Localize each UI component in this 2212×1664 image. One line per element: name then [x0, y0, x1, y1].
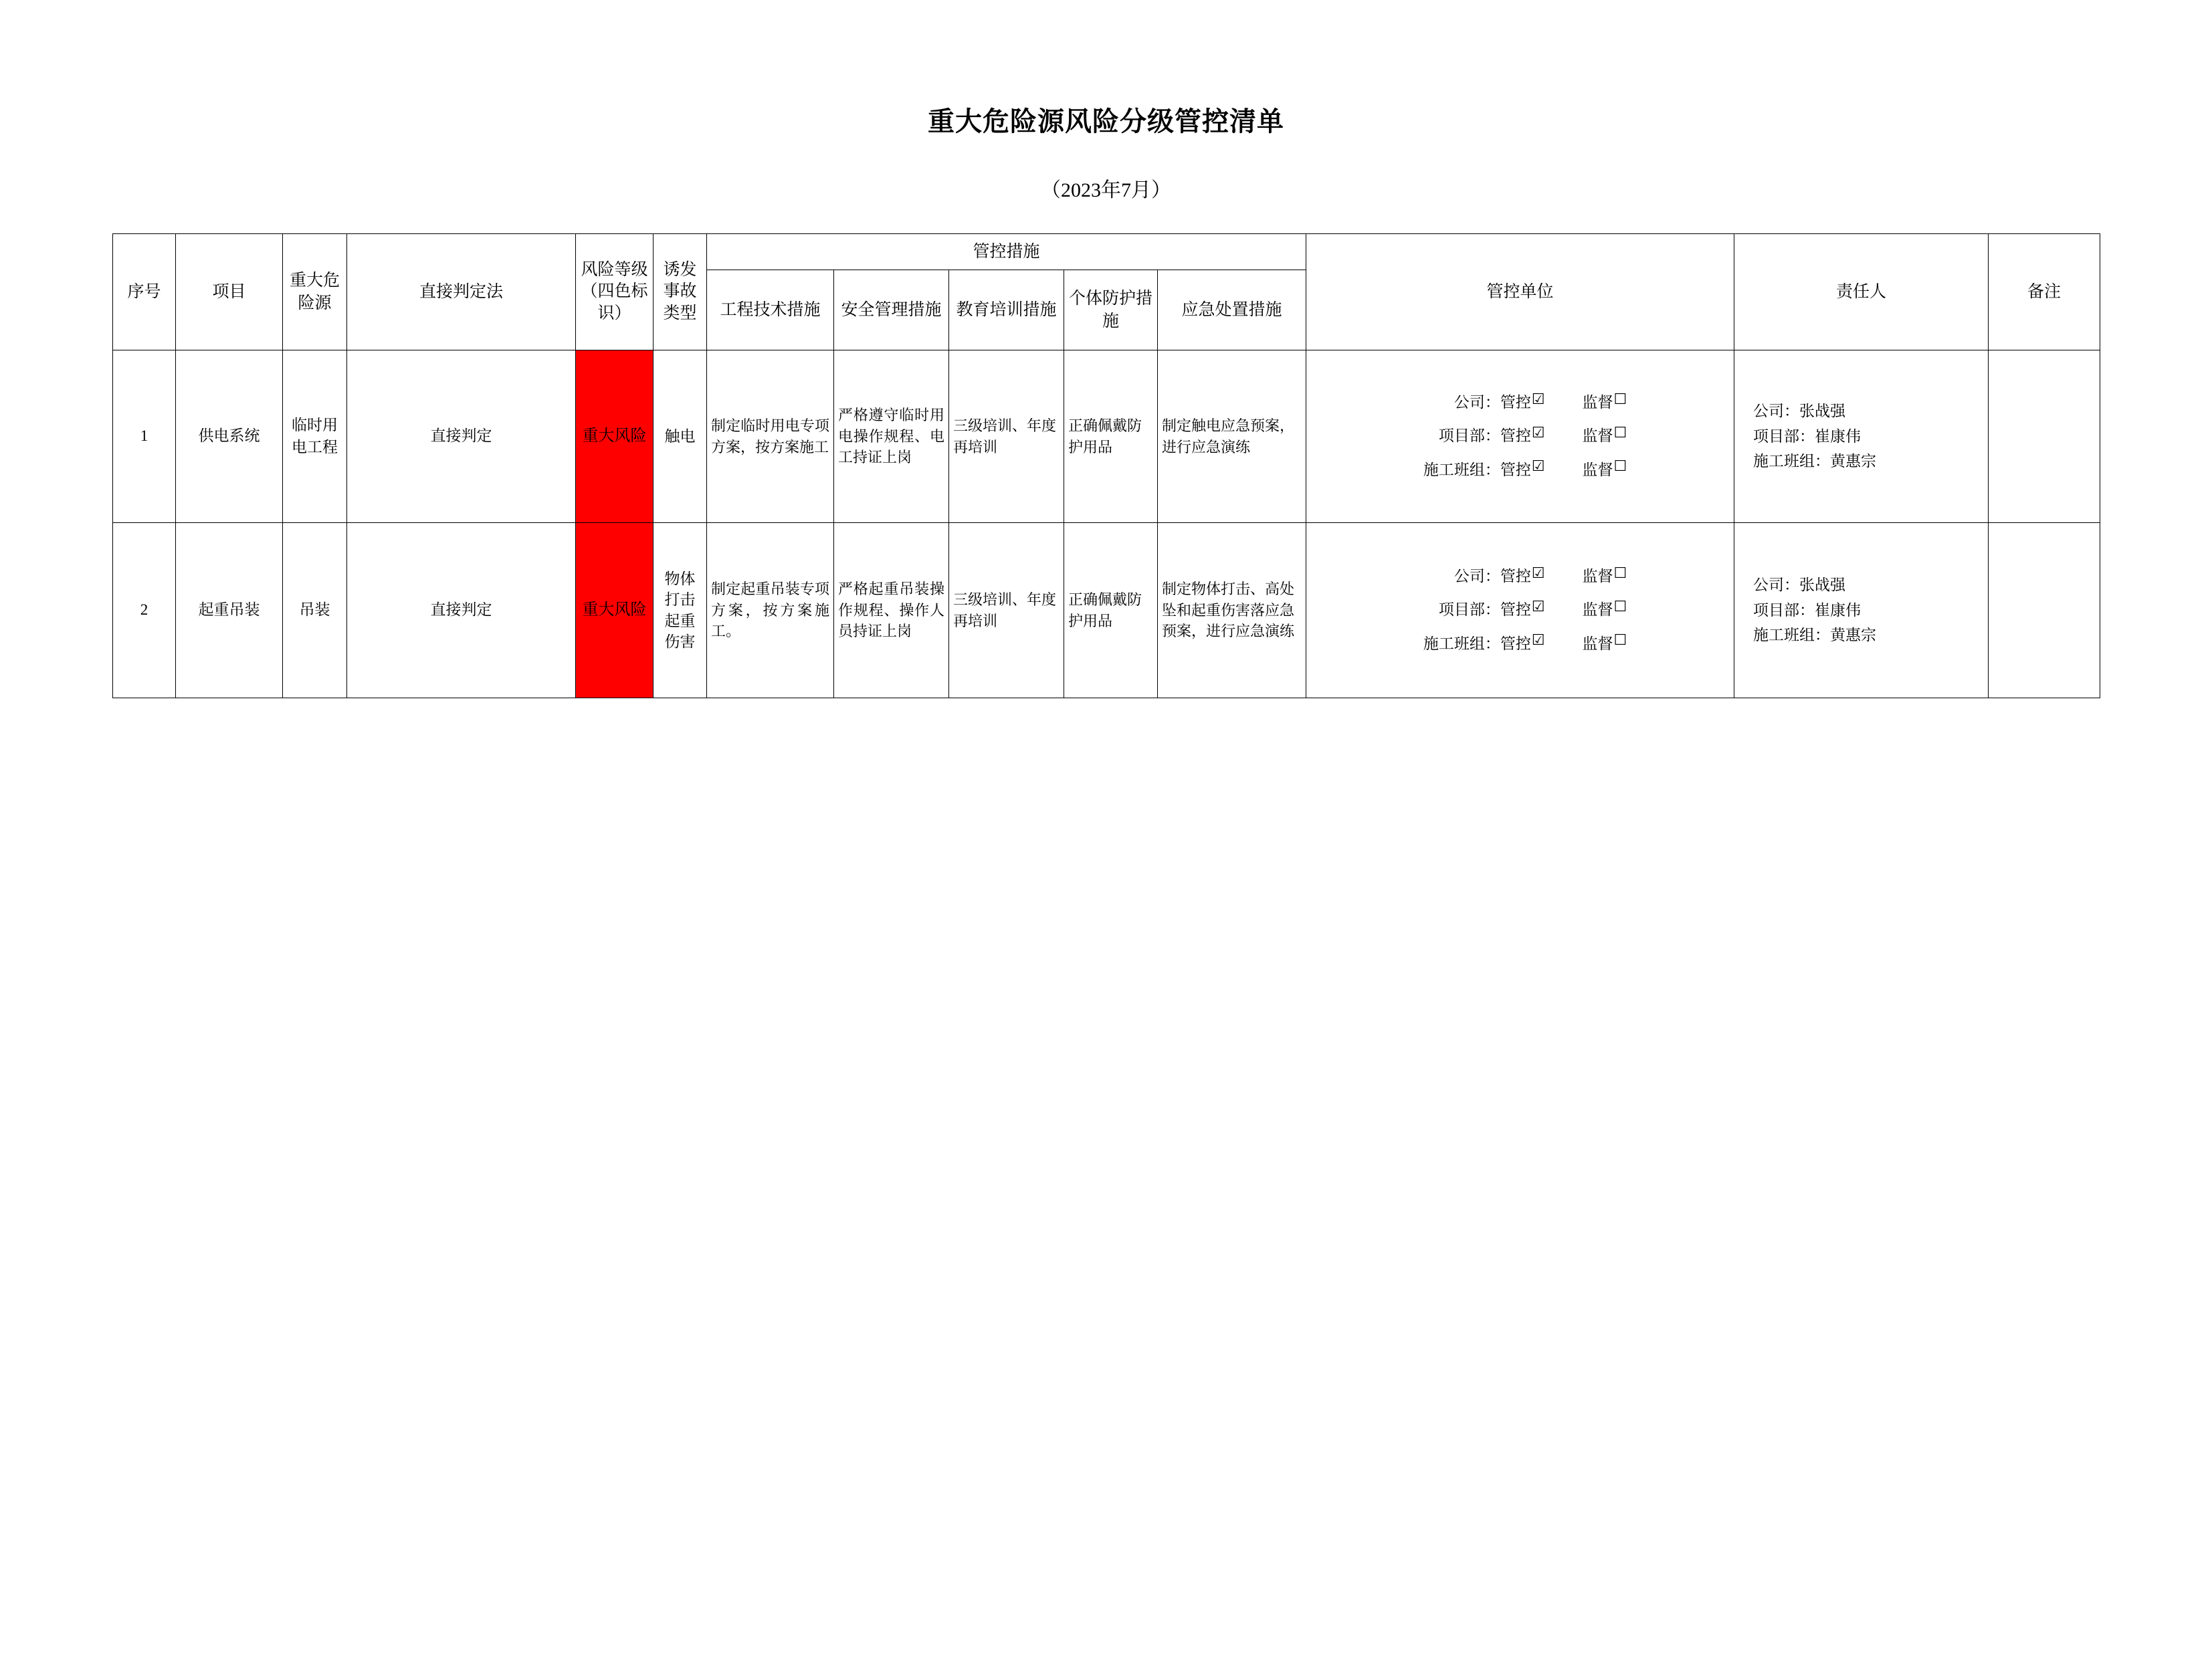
- header-measures-group: 管控措施: [707, 234, 1306, 270]
- header-unit: 管控单位: [1306, 234, 1734, 350]
- cell-engineering: 制定临时用电专项方案，按方案施工: [707, 350, 834, 523]
- cell-direct-method: 直接判定: [347, 523, 576, 698]
- unit-row-team: [1310, 459, 1730, 481]
- unit-team-control-checkbox[interactable]: ☑: [1531, 632, 1545, 649]
- risk-table-container: [112, 233, 2100, 698]
- page-title: 重大危险源风险分级管控清单: [928, 107, 1284, 136]
- unit-team-control-label: 管控: [1500, 635, 1531, 652]
- cell-seq: 2: [113, 523, 176, 698]
- header-ppe: 个体防护措施: [1064, 270, 1158, 350]
- unit-team-supervise-label: 监督: [1582, 461, 1613, 478]
- cell-responsible: [1734, 350, 1989, 523]
- responsible-company: 公司：张战强: [1753, 576, 1846, 593]
- cell-risk-level: 重大风险: [576, 523, 653, 698]
- cell-safety-mgmt: 严格起重吊装操作规程、操作人员持证上岗: [834, 523, 949, 698]
- cell-unit: [1306, 523, 1734, 698]
- unit-row-company: [1310, 392, 1730, 413]
- responsible-company: 公司：张战强: [1753, 402, 1846, 419]
- cell-unit: [1306, 350, 1734, 523]
- responsible-project-dept: 项目部：崔康伟: [1753, 427, 1862, 445]
- unit-team-control-label: 管控: [1500, 461, 1531, 478]
- cell-hazard: 吊装: [283, 523, 347, 698]
- risk-control-table: [112, 233, 2100, 698]
- cell-remark: [1989, 523, 2100, 698]
- cell-engineering: 制定起重吊装专项方案，按方案施工。: [707, 523, 834, 698]
- header-hazard: 重大危险源: [283, 234, 347, 350]
- unit-project-control-checkbox[interactable]: ☑: [1531, 425, 1545, 442]
- unit-row-company: [1310, 566, 1730, 587]
- unit-project-control-label: 管控: [1500, 601, 1531, 619]
- unit-project-control-checkbox[interactable]: ☑: [1531, 599, 1545, 616]
- unit-company-control-label: 管控: [1500, 568, 1531, 585]
- cell-seq: 1: [113, 350, 176, 523]
- header-safety-mgmt: 安全管理措施: [834, 270, 949, 350]
- cell-accident-type: 物体打击起重伤害: [653, 523, 707, 698]
- header-direct-method: 直接判定法: [347, 234, 576, 350]
- unit-team-supervise-label: 监督: [1582, 635, 1613, 652]
- responsible-team: 施工班组：黄惠宗: [1753, 453, 1877, 470]
- cell-project: 起重吊装: [176, 523, 283, 698]
- responsible-project-dept: 项目部：崔康伟: [1753, 601, 1862, 619]
- cell-hazard: 临时用电工程: [283, 350, 347, 523]
- cell-risk-level: 重大风险: [576, 350, 653, 523]
- cell-accident-type: 触电: [653, 350, 707, 523]
- cell-safety-mgmt: 严格遵守临时用电操作规程、电工持证上岗: [834, 350, 949, 523]
- unit-project-supervise-checkbox[interactable]: ☐: [1613, 425, 1627, 442]
- cell-project: 供电系统: [176, 350, 283, 523]
- document-page: [0, 100, 2212, 1664]
- header-risk-level: 风险等级（四色标识）: [576, 234, 653, 350]
- table-row: [113, 523, 2100, 698]
- unit-company-control-label: 管控: [1500, 394, 1531, 411]
- unit-project-supervise-label: 监督: [1582, 601, 1613, 619]
- unit-team-control-checkbox[interactable]: ☑: [1531, 458, 1545, 476]
- unit-company-control-checkbox[interactable]: ☑: [1531, 391, 1545, 408]
- unit-project-supervise-checkbox[interactable]: ☐: [1613, 599, 1627, 616]
- responsible-team: 施工班组：黄惠宗: [1753, 627, 1877, 644]
- cell-direct-method: 直接判定: [347, 350, 576, 523]
- unit-row-team: [1310, 633, 1730, 655]
- unit-team-supervise-checkbox[interactable]: ☐: [1613, 632, 1627, 649]
- header-emergency: 应急处置措施: [1158, 270, 1306, 350]
- unit-company-supervise-label: 监督: [1582, 568, 1613, 585]
- cell-emergency: 制定物体打击、高处坠和起重伤害落应急预案，进行应急演练: [1158, 523, 1306, 698]
- cell-education: 三级培训、年度再培训: [949, 350, 1064, 523]
- cell-education: 三级培训、年度再培训: [949, 523, 1064, 698]
- cell-ppe: 正确佩戴防护用品: [1064, 523, 1158, 698]
- unit-label-team: 施工班组：: [1423, 461, 1500, 478]
- table-header-row-1: [113, 234, 2100, 270]
- header-seq: 序号: [113, 234, 176, 350]
- header-engineering: 工程技术措施: [707, 270, 834, 350]
- cell-emergency: 制定触电应急预案，进行应急演练: [1158, 350, 1306, 523]
- unit-company-control-checkbox[interactable]: ☑: [1531, 564, 1545, 582]
- unit-label-team: 施工班组：: [1423, 635, 1500, 652]
- unit-label-company: 公司：: [1453, 394, 1500, 411]
- unit-row-project-dept: [1310, 599, 1730, 621]
- unit-project-control-label: 管控: [1500, 427, 1531, 445]
- cell-remark: [1989, 350, 2100, 523]
- header-remark: 备注: [1989, 234, 2100, 350]
- unit-team-supervise-checkbox[interactable]: ☐: [1613, 458, 1627, 476]
- table-row: [113, 350, 2100, 523]
- unit-company-supervise-checkbox[interactable]: ☐: [1613, 564, 1627, 582]
- unit-label-company: 公司：: [1453, 568, 1500, 585]
- header-accident-type: 诱发事故类型: [653, 234, 707, 350]
- unit-company-supervise-checkbox[interactable]: ☐: [1613, 391, 1627, 408]
- header-education: 教育培训措施: [949, 270, 1064, 350]
- unit-company-supervise-label: 监督: [1582, 394, 1613, 411]
- page-subtitle: （2023年7月）: [1041, 179, 1171, 201]
- header-project: 项目: [176, 234, 283, 350]
- header-responsible: 责任人: [1734, 234, 1989, 350]
- cell-ppe: 正确佩戴防护用品: [1064, 350, 1158, 523]
- cell-responsible: [1734, 523, 1989, 698]
- unit-row-project-dept: [1310, 425, 1730, 447]
- unit-project-supervise-label: 监督: [1582, 427, 1613, 445]
- unit-label-project-dept: 项目部：: [1438, 427, 1500, 445]
- unit-label-project-dept: 项目部：: [1438, 601, 1500, 619]
